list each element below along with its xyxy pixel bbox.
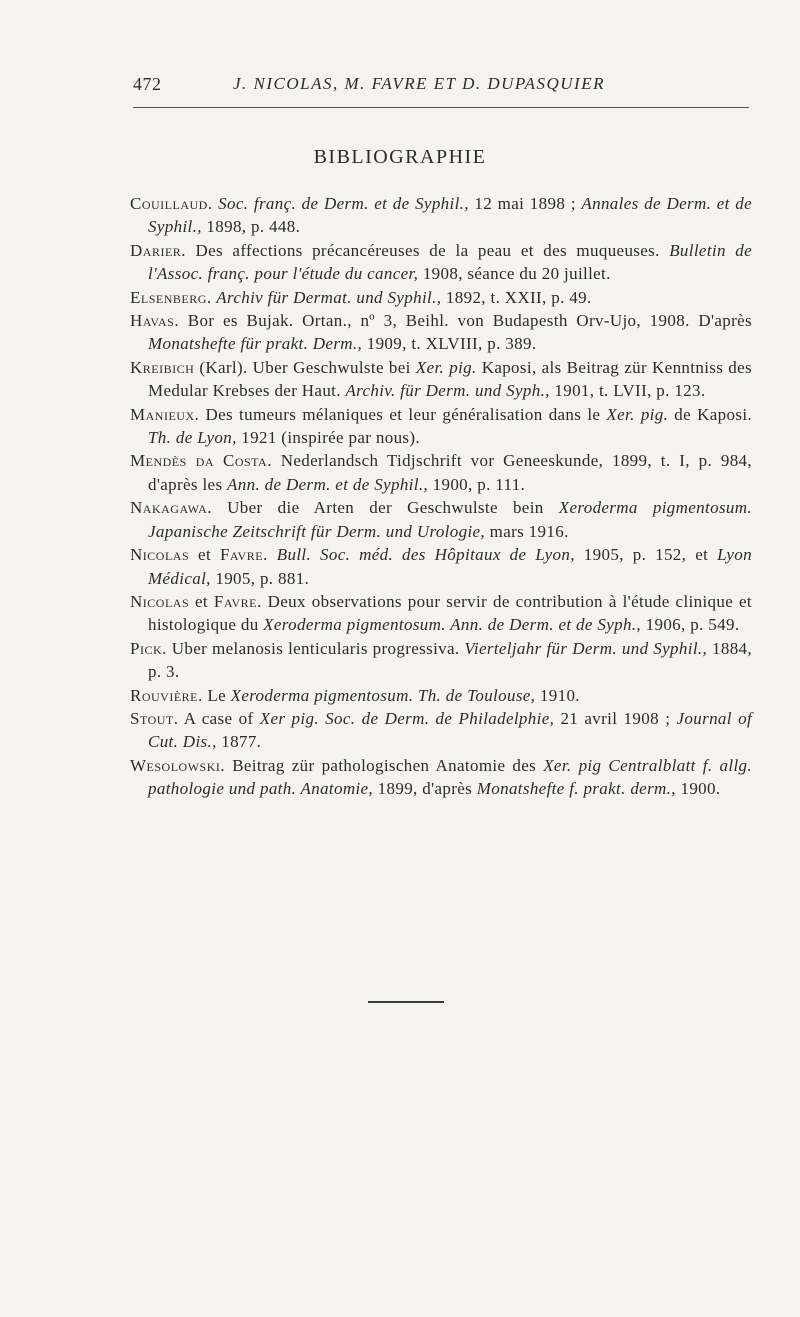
entry-text: de Kaposi. xyxy=(668,404,752,424)
entry-title: Bulletin de l'Assoc. franç. pour l'étude du cancer, xyxy=(148,240,753,284)
entry-text: A case of xyxy=(178,708,260,728)
bibliography-entry xyxy=(130,496,752,543)
entry-author: Nicolas xyxy=(130,591,190,611)
entry-title: Bull. Soc. méd. des Hôpitaux de Lyon, xyxy=(276,545,575,565)
entry-author: Nakagawa. xyxy=(130,498,213,518)
bibliography-entry xyxy=(130,637,752,684)
entry-text: (Karl). Uber Geschwulste bei xyxy=(194,357,416,377)
entry-title: Xer. pig. xyxy=(415,357,477,377)
entry-text: 1905, p. 152, et xyxy=(574,545,718,565)
entry-text: 1900. xyxy=(675,779,721,799)
entry-title: Lyon Médical, xyxy=(148,545,752,588)
entry-text: Uber melanosis lenticularis progressiva. xyxy=(166,638,465,658)
entry-text: Bor es Bujak. Ortan., nº 3, Beihl. von Budapesth Orv-Ujo, 1908. D'après xyxy=(179,311,752,331)
entry-title: Xeroderma pigmentosum. Th. de Toulouse, xyxy=(230,685,536,705)
bibliography-entry xyxy=(130,590,752,637)
bibliography-entry xyxy=(130,239,752,286)
entry-author: Stout. xyxy=(130,708,179,728)
entry-text: 1910. xyxy=(535,685,580,705)
entry-text: 12 mai 1898 ; xyxy=(468,194,582,213)
bibliography-entry xyxy=(130,192,752,239)
entry-text: Deux observations pour servir de contribution à l'étude clinique et histologique du xyxy=(148,591,752,635)
bibliography-entry xyxy=(130,684,752,707)
bibliography-entry xyxy=(130,286,752,309)
bibliography-entry xyxy=(130,356,752,403)
entry-text: Le xyxy=(202,685,231,705)
entry-text xyxy=(268,545,277,564)
entry-text: 1877. xyxy=(216,732,262,752)
entry-text: Des affections précancéreuses de la peau et des muqueuses. xyxy=(186,240,670,260)
entry-coauthor: Favre. xyxy=(213,591,262,611)
entry-title: Xer. pig Centralblatt f. allg. pathologie und path. Anatomie, xyxy=(148,755,752,799)
entry-title: Xer pig. Soc. de Derm. de Philadelphie, xyxy=(259,708,555,728)
entry-title: Xer. pig. xyxy=(606,404,669,424)
section-title: BIBLIOGRAPHIE xyxy=(313,146,487,168)
entry-title: Vierteljahr für Derm. und Syphil., xyxy=(464,638,708,658)
entry-author: Mendès da Costa. xyxy=(130,451,272,471)
entry-coauthor: Favre. xyxy=(219,545,268,565)
entry-author: Manieux. xyxy=(130,404,200,424)
entry-title: Archiv. für Derm. und Syph., xyxy=(345,381,550,401)
running-title: J. NICOLAS, M. FAVRE ET D. DUPASQUIER xyxy=(233,74,605,93)
bibliography-entry xyxy=(130,309,752,356)
entry-text: 21 avril 1908 ; xyxy=(554,708,677,728)
entry-title: Annales de Derm. et de Syphil., xyxy=(148,194,752,237)
entry-text: Kaposi, als Beitrag zür Kenntniss des Medular Krebses der Haut. xyxy=(148,357,752,401)
entry-text: 1908, séance du 20 juillet. xyxy=(418,264,611,284)
entry-title: Monatshefte f. prakt. derm., xyxy=(476,779,676,799)
entry-author: Havas. xyxy=(130,311,180,331)
entry-author: Couillaud. xyxy=(130,194,213,213)
entry-text: Beitrag zür pathologischen Anatomie des xyxy=(225,755,544,775)
end-rule xyxy=(368,1001,444,1003)
entry-text: 1921 (inspirée par nous). xyxy=(236,428,421,448)
bibliography-list xyxy=(130,192,752,801)
entry-author: Nicolas xyxy=(130,545,190,565)
entry-text: et xyxy=(189,591,214,611)
bibliography-entry xyxy=(130,543,752,590)
entry-title: Xeroderma pigmentosum. Japanische Zeitschrift für Derm. und Urologie, xyxy=(148,498,752,541)
entry-text: mars 1916. xyxy=(485,521,569,541)
entry-author: Pick. xyxy=(130,638,167,658)
entry-text: 1898, p. 448. xyxy=(201,217,301,237)
entry-title: Soc. franç. de Derm. et de Syphil., xyxy=(218,194,469,213)
entry-text: 1899, d'après xyxy=(373,779,477,799)
entry-text: 1905, p. 881. xyxy=(210,568,310,588)
entry-text: 1901, t. LVII, p. 123. xyxy=(549,381,706,401)
bibliography-entry xyxy=(130,449,752,496)
entry-text: 1892, t. XXII, p. 49. xyxy=(441,287,592,307)
entry-title: Archiv für Dermat. und Syphil., xyxy=(216,287,442,307)
entry-title: Ann. de Derm. et de Syphil., xyxy=(227,474,429,494)
entry-author: Darier. xyxy=(130,240,187,260)
page-number: 472 xyxy=(133,74,162,94)
header-rule xyxy=(133,107,749,108)
bibliography-entry xyxy=(130,403,752,450)
entry-title: Th. de Lyon, xyxy=(148,428,237,448)
entry-author: Wesolowski. xyxy=(130,755,226,775)
entry-text: 1884, p. 3. xyxy=(148,638,752,682)
entry-text: Uber die Arten der Geschwulste bein xyxy=(212,498,559,518)
entry-text: et xyxy=(189,545,220,565)
bibliography-entry xyxy=(130,754,752,801)
entry-title: Journal of Cut. Dis., xyxy=(148,708,753,752)
entry-title: Monatshefte für prakt. Derm., xyxy=(148,334,363,354)
entry-text: 1909, t. XLVIII, p. 389. xyxy=(362,334,537,354)
entry-text: Des tumeurs mélaniques et leur généralisation dans le xyxy=(199,404,607,424)
entry-author: Kreibich xyxy=(130,357,195,377)
entry-text: Nederlandsch Tidjschrift vor Geneeskunde, 1899, t. I, p. 984, d'après les xyxy=(148,451,752,494)
entry-author: Elsenberg. xyxy=(130,287,212,307)
entry-text: 1906, p. 549. xyxy=(641,615,740,635)
entry-title: Xeroderma pigmentosum. Ann. de Derm. et de Syph., xyxy=(263,615,642,635)
entry-author: Rouvière. xyxy=(130,685,203,705)
entry-text: 1900, p. 111. xyxy=(428,474,526,494)
running-head xyxy=(133,74,749,98)
bibliography-entry xyxy=(130,707,752,754)
